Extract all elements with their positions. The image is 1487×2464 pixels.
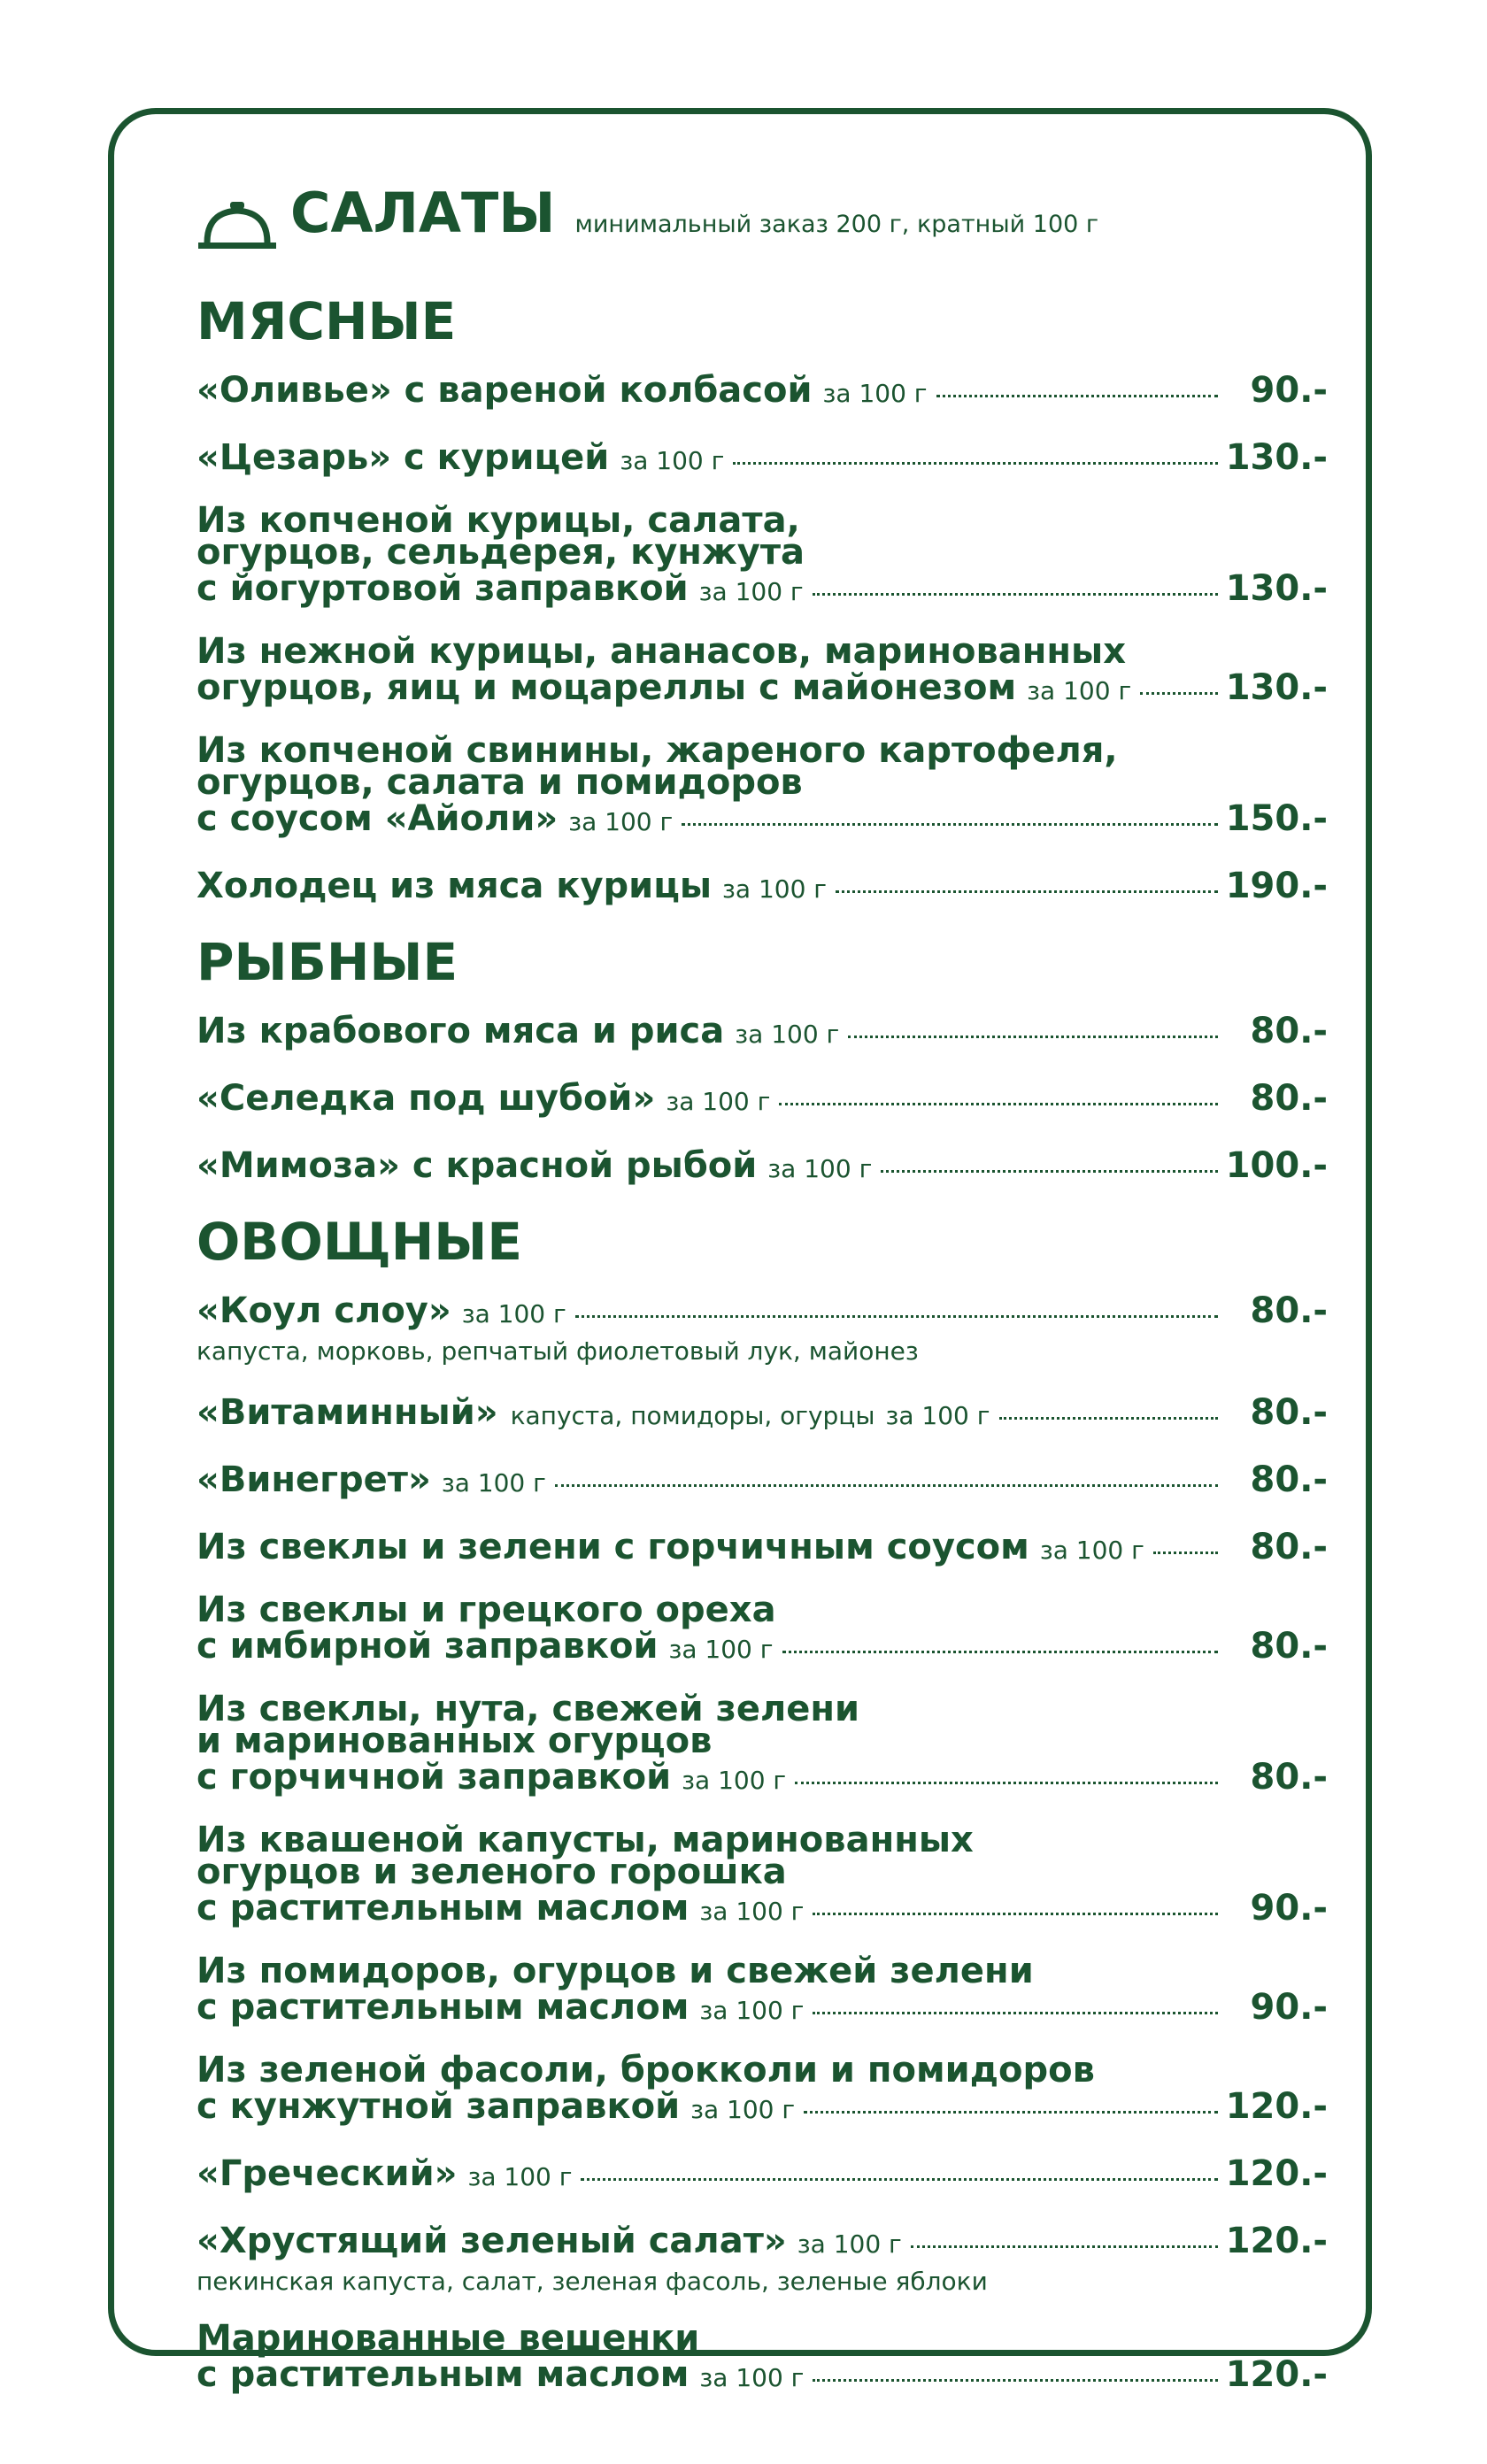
menu-item: [196, 1589, 1328, 1667]
item-unit: за 100 г: [620, 446, 725, 475]
menu-item: [196, 1688, 1328, 1798]
item-name-line: Холодец из мяса курицы: [196, 866, 713, 906]
item-row: [196, 437, 1328, 478]
section-title: ОВОЩНЫЕ: [196, 1212, 522, 1272]
item-row: [196, 1078, 1328, 1119]
item-name-line: с йогуртовой заправкой: [196, 568, 689, 609]
dot-leader: [804, 2111, 1218, 2114]
item-name-line: «Цезарь» с курицей: [196, 437, 610, 478]
item-unit: за 100 г: [1039, 1535, 1144, 1565]
dot-leader: [813, 593, 1218, 596]
item-description: пекинская капуста, салат, зеленая фасоль, зеленые яблоки: [196, 2266, 988, 2296]
item-name-line: Из квашеной капусты, маринованных: [196, 1819, 974, 1860]
item-row: [196, 1011, 1328, 1051]
menu-item: [196, 1145, 1328, 1186]
item-unit: за 100 г: [699, 1995, 805, 2025]
item-name-line: с растительным маслом: [196, 2353, 690, 2395]
menu-item: [196, 1527, 1328, 1567]
item-price: 100.-: [1225, 1145, 1328, 1186]
item-unit: за 100 г: [822, 379, 928, 408]
item-row: [196, 1392, 1328, 1433]
item-row: [196, 2086, 1328, 2127]
item-price: 130.-: [1225, 667, 1328, 708]
item-name-line: «Витаминный»: [196, 1391, 498, 1433]
item-name-line: с соусом «Айоли»: [196, 798, 559, 839]
dot-leader: [881, 1170, 1218, 1173]
item-unit: за 100 г: [1027, 676, 1132, 705]
item-name-line: и маринованных огурцов: [196, 1720, 713, 1761]
menu-header: [196, 181, 1328, 266]
item-name-line: Из копченой свинины, жареного картофеля,: [196, 730, 1118, 771]
item-unit: за 100 г: [699, 1896, 805, 1926]
item-unit: за 100 г: [666, 1087, 771, 1116]
item-price: 80.-: [1250, 1290, 1328, 1331]
item-name-line: Из зеленой фасоли, брокколи и помидоров: [196, 2049, 1095, 2091]
item-name-line: «Винегрет»: [196, 1459, 431, 1500]
item-price: 80.-: [1250, 1011, 1328, 1051]
section-title: МЯСНЫЕ: [196, 291, 457, 351]
item-unit: за 100 г: [797, 2229, 902, 2259]
item-name-line: огурцов и зеленого горошка: [196, 1851, 787, 1892]
dot-leader: [911, 2245, 1218, 2248]
item-unit: за 100 г: [767, 1154, 873, 1183]
menu-item: [196, 730, 1328, 839]
section-title: РЫБНЫЕ: [196, 932, 458, 992]
item-name-line: Из крабового мяса и риса: [196, 1011, 725, 1051]
item-name-line: «Мимоза» с красной рыбой: [196, 1145, 758, 1186]
item-name-line: «Греческий»: [196, 2152, 458, 2194]
item-price: 150.-: [1225, 798, 1328, 839]
menu-item: [196, 1078, 1328, 1119]
dot-leader: [999, 1417, 1219, 1420]
item-name-line: с кунжутной заправкой: [196, 2085, 681, 2127]
item-unit: за 100 г: [698, 577, 804, 606]
item-unit: за 100 г: [735, 1020, 840, 1049]
item-price: 80.-: [1250, 1756, 1328, 1798]
item-price: 120.-: [1225, 2085, 1328, 2127]
item-row: [196, 1290, 1328, 1331]
item-unit: за 100 г: [461, 1299, 566, 1328]
menu-item: [196, 1392, 1328, 1433]
dot-leader: [1140, 692, 1218, 695]
cloche-icon: [196, 200, 278, 251]
item-name-line: с растительным маслом: [196, 1986, 690, 2028]
item-row: [196, 1626, 1328, 1667]
item-inline-description: капуста, помидоры, огурцы: [510, 1400, 875, 1430]
item-name-line: «Оливье» с вареной колбасой: [196, 370, 813, 411]
item-name-line: Из нежной курицы, ананасов, маринованных: [196, 631, 1126, 672]
item-row: [196, 568, 1328, 609]
menu-item: [196, 2221, 1328, 2296]
item-name-line: «Коул слоу»: [196, 1290, 451, 1331]
item-price: 120.-: [1225, 2220, 1328, 2261]
order-note: минимальный заказ 200 г, кратный 100 г: [574, 211, 1099, 238]
item-price: 130.-: [1225, 568, 1328, 609]
dot-leader: [575, 1315, 1218, 1318]
menu-sections: [196, 291, 1328, 2395]
item-row: [196, 370, 1328, 411]
menu-item: [196, 1290, 1328, 1366]
menu-content: [196, 181, 1328, 2422]
item-name-line: Из свеклы и зелени с горчичным соусом: [196, 1526, 1029, 1567]
menu-section: [196, 932, 1328, 1186]
menu-item: [196, 2317, 1328, 2395]
item-name-line: огурцов, салата и помидоров: [196, 762, 803, 803]
item-name-line: огурцов, сельдерея, кунжута: [196, 532, 805, 573]
menu-item: [196, 1819, 1328, 1929]
item-price: 120.-: [1225, 2152, 1328, 2194]
menu-item: [196, 866, 1328, 906]
dot-leader: [813, 2012, 1218, 2014]
menu-section: [196, 291, 1328, 906]
item-unit: за 100 г: [668, 1634, 774, 1664]
dot-leader: [936, 395, 1218, 397]
item-name-line: «Хрустящий зеленый салат»: [196, 2220, 787, 2261]
item-row: [196, 1527, 1328, 1567]
item-unit: за 100 г: [441, 1467, 546, 1498]
dot-leader: [836, 890, 1218, 893]
item-row: [196, 798, 1328, 839]
menu-item: [196, 2049, 1328, 2127]
item-price: 90.-: [1250, 370, 1328, 411]
dot-leader: [682, 823, 1218, 826]
menu-section: [196, 1212, 1328, 2395]
item-name-line: с горчичной заправкой: [196, 1756, 672, 1798]
item-description: капуста, морковь, репчатый фиолетовый лук, майонез: [196, 1336, 919, 1366]
dot-leader: [1153, 1552, 1218, 1554]
menu-item: [196, 437, 1328, 478]
item-name-line: Из копченой курицы, салата,: [196, 500, 800, 541]
dot-leader: [795, 1782, 1218, 1784]
item-price: 80.-: [1250, 1078, 1328, 1119]
page-title: САЛАТЫ: [290, 181, 556, 245]
item-name-line: с растительным маслом: [196, 1887, 690, 1929]
menu-item: [196, 370, 1328, 411]
item-price: 80.-: [1250, 1391, 1328, 1433]
dot-leader: [782, 1651, 1219, 1653]
item-name-line: Из помидоров, огурцов и свежей зелени: [196, 1950, 1034, 1991]
item-price: 80.-: [1250, 1459, 1328, 1500]
item-price: 190.-: [1225, 866, 1328, 906]
item-row: [196, 1145, 1328, 1186]
menu-item: [196, 631, 1328, 708]
menu-item: [196, 500, 1328, 609]
dot-leader: [813, 2379, 1218, 2382]
dot-leader: [848, 1036, 1218, 1038]
item-row: [196, 1987, 1328, 2028]
dot-leader: [733, 462, 1218, 465]
item-row: [196, 2354, 1328, 2395]
item-price: 80.-: [1250, 1526, 1328, 1567]
item-name-line: «Селедка под шубой»: [196, 1078, 656, 1119]
dot-leader: [813, 1913, 1218, 1915]
item-price: 130.-: [1225, 437, 1328, 478]
item-name-line: с имбирной заправкой: [196, 1625, 659, 1667]
dot-leader: [555, 1484, 1218, 1487]
dot-leader: [581, 2178, 1218, 2181]
item-name-line: Из свеклы, нута, свежей зелени: [196, 1688, 860, 1729]
item-unit: за 100 г: [682, 1765, 787, 1795]
item-unit: за 100 г: [722, 874, 828, 904]
menu-item: [196, 1950, 1328, 2028]
item-row: [196, 2221, 1328, 2261]
item-price: 80.-: [1250, 1625, 1328, 1667]
item-unit: за 100 г: [467, 2161, 573, 2191]
item-row: [196, 1459, 1328, 1500]
item-row: [196, 1757, 1328, 1798]
item-unit: за 100 г: [690, 2094, 796, 2124]
item-row: [196, 866, 1328, 906]
item-row: [196, 667, 1328, 708]
dot-leader: [779, 1103, 1218, 1105]
item-unit: за 100 г: [699, 2362, 805, 2392]
item-unit: за 100 г: [885, 1400, 990, 1430]
item-name-line: Маринованные вешенки: [196, 2317, 700, 2359]
item-price: 90.-: [1250, 1887, 1328, 1929]
item-row: [196, 1888, 1328, 1929]
menu-item: [196, 1459, 1328, 1500]
menu-item: [196, 1011, 1328, 1051]
item-unit: за 100 г: [568, 807, 674, 836]
menu-item: [196, 2153, 1328, 2194]
item-name-line: Из свеклы и грецкого ореха: [196, 1589, 776, 1630]
item-price: 90.-: [1250, 1986, 1328, 2028]
item-price: 120.-: [1225, 2353, 1328, 2395]
item-row: [196, 2153, 1328, 2194]
item-name-line: огурцов, яиц и моцареллы с майонезом: [196, 667, 1017, 708]
